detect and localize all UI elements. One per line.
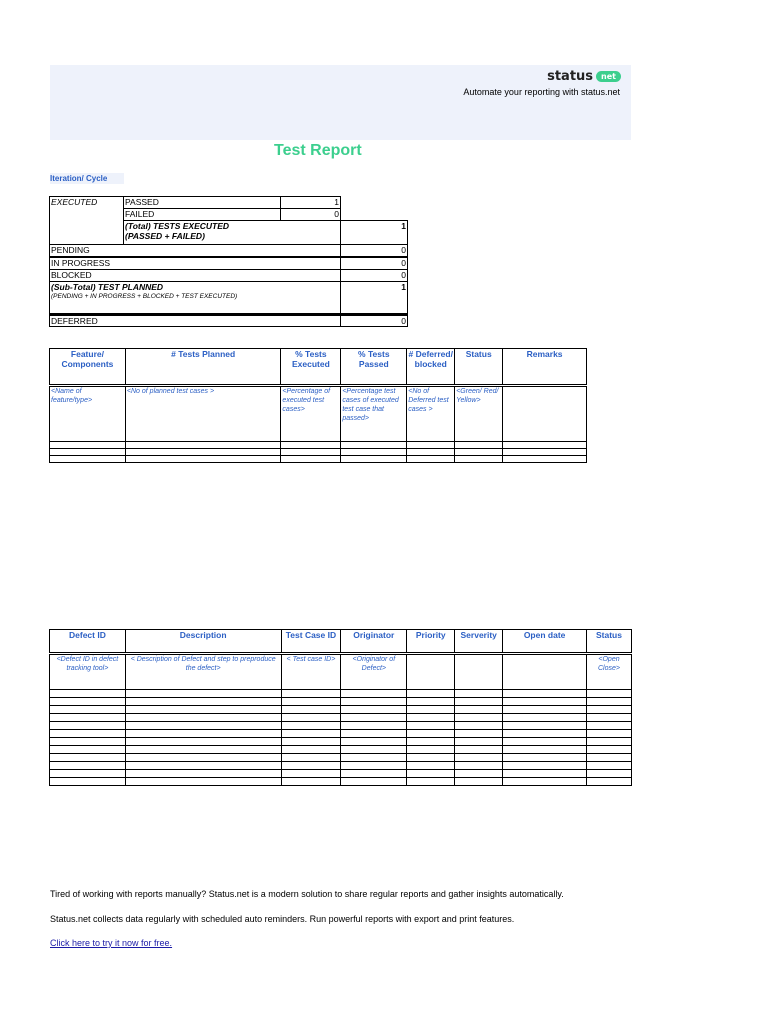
in-progress-label: IN PROGRESS [49,257,341,270]
page-title: Test Report [274,142,362,159]
col-description: Description [125,630,281,654]
table-cell[interactable] [455,730,503,738]
col-open-date: Open date [503,630,587,654]
table-cell[interactable] [455,714,503,722]
table-cell[interactable] [455,690,503,698]
col-deferred: # Deferred/ blocked [407,349,455,386]
table-cell[interactable] [503,746,587,754]
pending-label: PENDING [49,244,341,257]
defect-hint-row [50,654,632,690]
table-cell[interactable] [125,738,281,746]
table-row [50,762,632,770]
table-cell[interactable] [341,762,407,770]
table-cell[interactable] [281,706,341,714]
table-row [50,706,632,714]
col-tests-executed: % Tests Executed [281,349,341,386]
table-cell[interactable] [587,778,632,786]
table-cell[interactable] [125,714,281,722]
hint-defect-id[interactable]: <Defect ID in defect tracking tool> [50,654,126,690]
status-net-logo[interactable] [547,69,621,84]
tagline: Automate your reporting with status.net [463,87,620,97]
col-feature: Feature/ Components [50,349,126,386]
table-row [50,730,632,738]
table-cell[interactable] [407,738,455,746]
promo-line-2: Status.net collects data regularly with scheduled auto reminders. Run powerful reports with export and print features. [50,914,515,924]
table-cell[interactable] [587,698,632,706]
total-executed-label [123,220,341,245]
table-cell[interactable] [50,730,126,738]
hint-feature[interactable]: <Name of feature/type> [50,386,126,442]
table-row [50,456,587,463]
table-cell[interactable] [503,730,587,738]
table-cell[interactable] [125,722,281,730]
total-executed-value: 1 [340,220,408,245]
table-cell[interactable] [587,714,632,722]
table-cell[interactable] [50,778,126,786]
table-cell[interactable] [455,754,503,762]
in-progress-value: 0 [340,257,408,270]
table-cell[interactable] [341,754,407,762]
table-cell[interactable] [281,714,341,722]
table-cell[interactable] [503,778,587,786]
col-priority: Priority [407,630,455,654]
table-cell[interactable] [50,698,126,706]
table-cell[interactable] [503,762,587,770]
table-cell[interactable] [281,770,341,778]
table-cell[interactable] [455,738,503,746]
subtotal-value: 1 [340,281,408,314]
defect-table [49,629,632,786]
table-cell[interactable] [407,730,455,738]
hint-tests-planned[interactable]: <No of planned test cases > [125,386,281,442]
table-row [50,714,632,722]
table-cell[interactable] [125,778,281,786]
table-row [50,770,632,778]
subtotal-note: (PENDING + IN PROGRESS + BLOCKED + TEST EXECUTED) [51,293,238,300]
table-cell[interactable] [281,746,341,754]
defect-header-row [50,630,632,654]
table-cell[interactable] [503,722,587,730]
hint-tests-passed[interactable]: <Percentage test cases of executed test case that passed> [341,386,407,442]
table-cell[interactable] [455,746,503,754]
table-cell[interactable] [407,754,455,762]
table-cell[interactable] [587,722,632,730]
iteration-label: Iteration/ Cycle [50,173,124,184]
table-cell[interactable] [341,770,407,778]
table-cell[interactable] [281,762,341,770]
hint-originator[interactable]: <Originator of Defect> [341,654,407,690]
table-cell[interactable] [341,730,407,738]
feature-table [49,348,587,463]
col-remarks: Remarks [503,349,587,386]
try-free-link[interactable]: Click here to try it now for free. [50,938,173,948]
deferred-value: 0 [340,314,408,327]
hint-deferred[interactable]: <No of Deferred test cases > [407,386,455,442]
table-cell[interactable] [125,730,281,738]
header-banner [50,65,631,140]
failed-label: FAILED [123,208,281,221]
table-cell[interactable] [50,690,126,698]
table-cell[interactable] [50,754,126,762]
table-cell[interactable] [125,746,281,754]
table-cell[interactable] [341,690,407,698]
logo-text: status [547,69,594,84]
table-cell[interactable] [587,730,632,738]
table-cell[interactable] [125,762,281,770]
table-cell[interactable] [50,770,126,778]
table-cell[interactable] [587,762,632,770]
table-cell[interactable] [407,762,455,770]
table-cell[interactable] [341,722,407,730]
table-cell[interactable] [341,714,407,722]
executed-label: EXECUTED [49,196,124,245]
table-cell[interactable] [503,738,587,746]
table-cell[interactable] [50,722,126,730]
table-cell[interactable] [281,698,341,706]
promo-line-1: Tired of working with reports manually? Status.net is a modern solution to share regular reports and gather insights automatically. [50,889,564,899]
table-cell[interactable] [50,762,126,770]
table-cell[interactable] [455,778,503,786]
table-cell[interactable] [281,754,341,762]
hint-severity[interactable] [455,654,503,690]
table-cell[interactable] [407,706,455,714]
table-cell[interactable] [587,770,632,778]
table-cell[interactable] [341,746,407,754]
table-cell[interactable] [587,690,632,698]
table-cell[interactable] [125,770,281,778]
table-cell[interactable] [341,738,407,746]
table-cell[interactable] [341,778,407,786]
table-cell[interactable] [503,706,587,714]
table-row [50,778,632,786]
total-line-1: (Total) TESTS EXECUTED [125,221,230,231]
table-cell[interactable] [407,778,455,786]
hint-tests-executed[interactable]: <Percentage of executed test cases> [281,386,341,442]
table-cell[interactable] [281,690,341,698]
table-cell[interactable] [503,698,587,706]
table-cell[interactable] [587,754,632,762]
table-cell[interactable] [455,762,503,770]
hint-open-date[interactable] [503,654,587,690]
blocked-label: BLOCKED [49,269,341,282]
table-cell[interactable] [281,730,341,738]
table-cell[interactable] [455,770,503,778]
table-cell[interactable] [125,690,281,698]
table-cell[interactable] [407,722,455,730]
table-row [50,754,632,762]
table-row [50,698,632,706]
table-cell[interactable] [503,690,587,698]
hint-defect-status[interactable]: <Open Close> [587,654,632,690]
feature-header-row [50,349,587,386]
blocked-value: 0 [340,269,408,282]
hint-remarks[interactable] [503,386,587,442]
table-cell[interactable] [341,698,407,706]
table-cell[interactable] [587,706,632,714]
table-cell[interactable] [455,698,503,706]
col-status: Status [455,349,503,386]
hint-priority[interactable] [407,654,455,690]
hint-status[interactable]: <Green/ Red/ Yellow> [455,386,503,442]
passed-label: PASSED [123,196,281,209]
feature-hint-row [50,386,587,442]
table-cell[interactable] [50,706,126,714]
logo-badge: net [596,71,621,82]
table-cell[interactable] [407,698,455,706]
table-cell[interactable] [503,714,587,722]
table-cell[interactable] [503,754,587,762]
total-line-2: (PASSED + FAILED) [125,231,205,241]
table-cell[interactable] [281,778,341,786]
hint-description[interactable]: < Description of Defect and step to preproduce the defect> [125,654,281,690]
subtotal-title: (Sub-Total) TEST PLANNED [51,282,164,292]
table-row [50,722,632,730]
table-cell[interactable] [503,770,587,778]
passed-value: 1 [280,196,341,209]
col-tests-passed: % Tests Passed [341,349,407,386]
table-cell[interactable] [281,738,341,746]
table-cell[interactable] [125,698,281,706]
col-severity: Serverity [455,630,503,654]
table-cell[interactable] [587,746,632,754]
table-cell[interactable] [50,746,126,754]
table-cell[interactable] [455,722,503,730]
table-cell[interactable] [125,754,281,762]
table-row [50,738,632,746]
table-cell[interactable] [587,738,632,746]
col-originator: Originator [341,630,407,654]
table-cell[interactable] [455,706,503,714]
table-cell[interactable] [407,714,455,722]
table-cell[interactable] [407,746,455,754]
table-cell[interactable] [407,690,455,698]
failed-value: 0 [280,208,341,221]
col-defect-id: Defect ID [50,630,126,654]
col-defect-status: Status [587,630,632,654]
table-row [50,690,632,698]
table-row [50,746,632,754]
table-cell[interactable] [50,738,126,746]
table-cell[interactable] [50,714,126,722]
table-row [50,449,587,456]
col-tests-planned: # Tests Planned [125,349,281,386]
table-cell[interactable] [407,770,455,778]
subtotal-label [49,281,341,314]
defect-rows [50,690,632,786]
table-row [50,442,587,449]
pending-value: 0 [340,244,408,257]
hint-test-case-id[interactable]: < Test case ID> [281,654,341,690]
deferred-label: DEFERRED [49,314,341,327]
table-cell[interactable] [125,706,281,714]
col-test-case-id: Test Case ID [281,630,341,654]
table-cell[interactable] [281,722,341,730]
table-cell[interactable] [341,706,407,714]
